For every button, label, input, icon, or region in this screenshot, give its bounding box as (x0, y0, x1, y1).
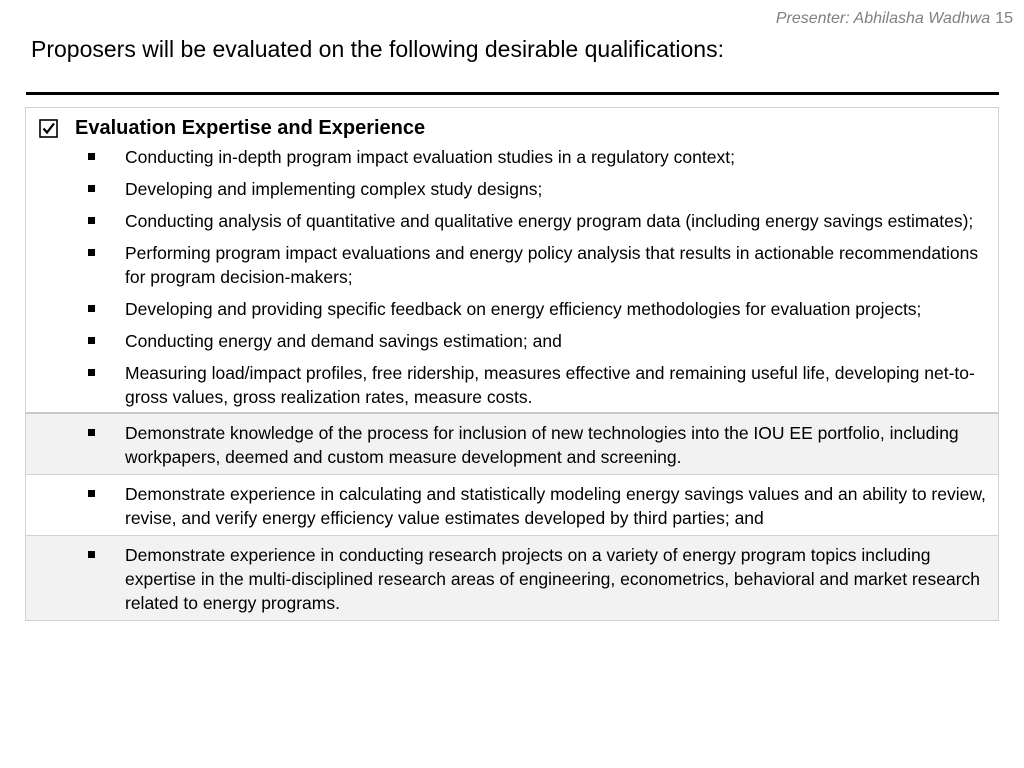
page-number: 15 (995, 10, 1013, 27)
list-item (26, 177, 994, 201)
square-bullet-icon (88, 429, 95, 436)
list-item-text: Demonstrate experience in calculating and statistically modeling energy savings values and an ability to review, revise, and verify energy efficiency value estimates developed by third parties; and (125, 484, 986, 528)
list-item (26, 145, 994, 169)
list-item (26, 297, 994, 321)
list-item (26, 421, 994, 469)
list-item-text: Developing and providing specific feedback on energy efficiency methodologies for evaluation projects; (125, 299, 922, 319)
list-item (26, 543, 994, 615)
list-item-text: Performing program impact evaluations and energy policy analysis that results in actionable recommendations for program decision-makers; (125, 243, 979, 287)
slide-title: Proposers will be evaluated on the following desirable qualifications: (31, 36, 724, 62)
row-list (26, 482, 994, 530)
square-bullet-icon (88, 305, 95, 312)
table-row (26, 474, 998, 535)
list-item-text: Demonstrate knowledge of the process for inclusion of new technologies into the IOU EE portfolio, including workpapers, deemed and custom measure development and screening. (125, 423, 959, 467)
square-bullet-icon (88, 217, 95, 224)
expertise-list (26, 145, 994, 409)
evaluation-expertise-section (26, 108, 998, 412)
checked-box-icon (39, 119, 58, 138)
list-item-text: Conducting in-depth program impact evaluation studies in a regulatory context; (125, 147, 735, 167)
square-bullet-icon (88, 337, 95, 344)
section-heading (26, 116, 994, 140)
section-heading-text: Evaluation Expertise and Experience (75, 116, 426, 139)
list-item (26, 209, 994, 233)
list-item-text: Demonstrate experience in conducting research projects on a variety of energy program topics including expertise in the multi-disciplined research areas of engineering, econometrics, behavioral and market research related to energy programs. (125, 545, 981, 613)
square-bullet-icon (88, 249, 95, 256)
list-item-text: Conducting energy and demand savings estimation; and (125, 331, 562, 351)
list-item (26, 361, 994, 409)
list-item (26, 329, 994, 353)
list-item-text: Conducting analysis of quantitative and qualitative energy program data (including energy savings estimates); (125, 211, 974, 231)
square-bullet-icon (88, 185, 95, 192)
list-item-text: Measuring load/impact profiles, free ridership, measures effective and remaining useful life, developing net-to-gross values, gross realization rates, measure costs. (125, 363, 975, 407)
list-item (26, 482, 994, 530)
table-row (26, 535, 998, 620)
square-bullet-icon (88, 490, 95, 497)
square-bullet-icon (88, 369, 95, 376)
table-row (26, 412, 998, 474)
row-list (26, 421, 994, 469)
list-item (26, 241, 994, 289)
row-list (26, 543, 994, 615)
qualifications-table (25, 107, 999, 621)
presenter-label (776, 10, 1013, 28)
title-divider (26, 92, 999, 95)
presenter-name: Presenter: Abhilasha Wadhwa (775, 10, 991, 27)
square-bullet-icon (88, 153, 95, 160)
square-bullet-icon (88, 551, 95, 558)
list-item-text: Developing and implementing complex study designs; (125, 179, 543, 199)
